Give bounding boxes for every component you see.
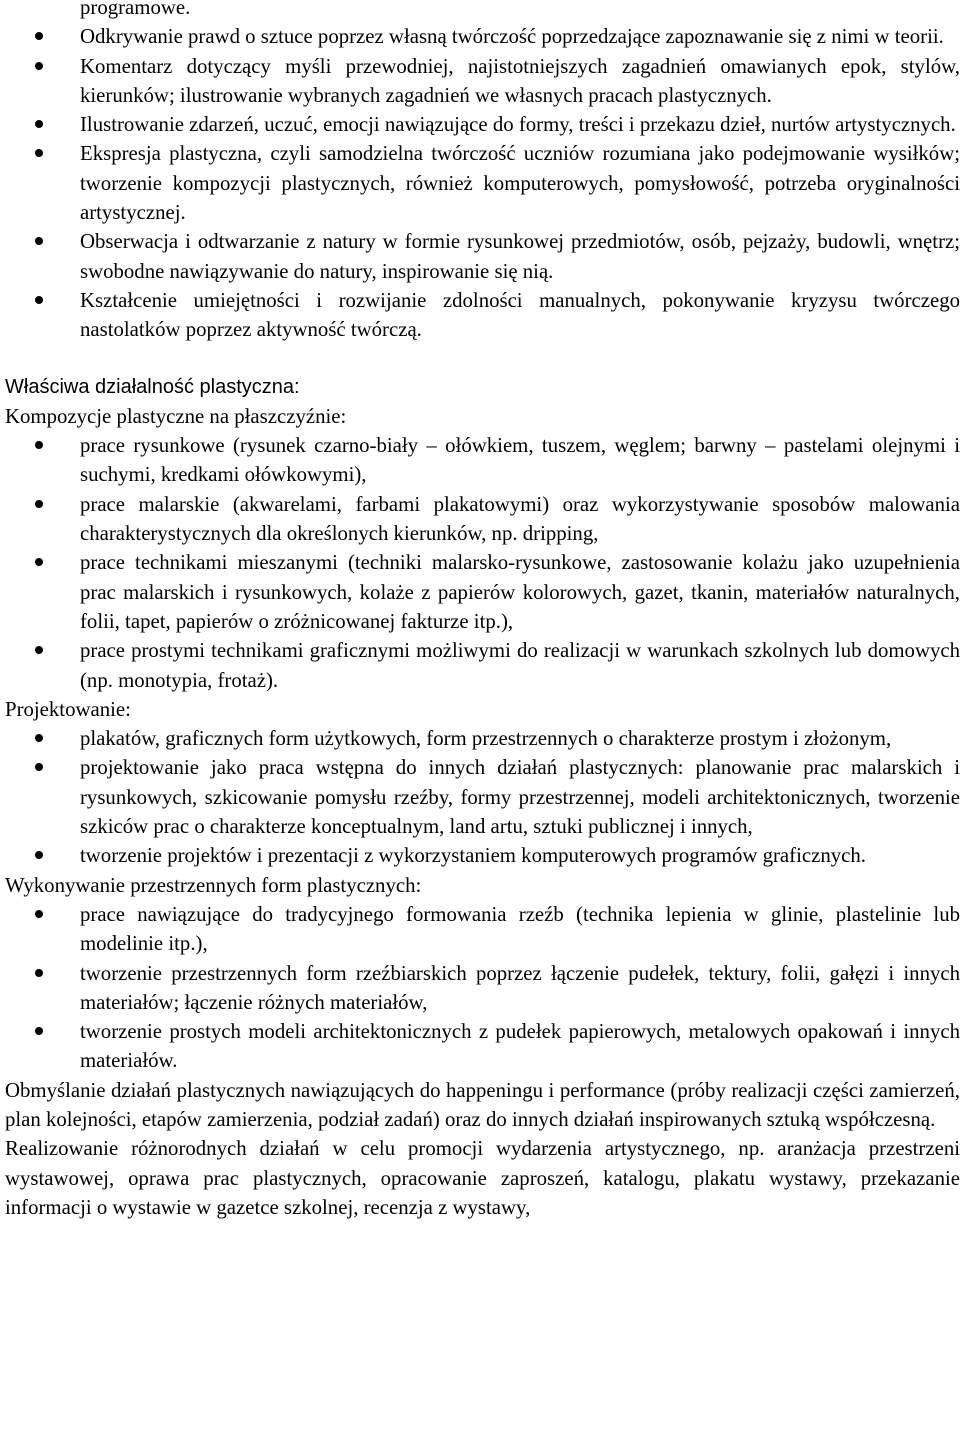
bullet-icon <box>35 763 43 771</box>
bullet-icon <box>35 734 43 742</box>
list-item: Ekspresja plastyczna, czyli samodzielna twórczość uczniów rozumiana jako podejmowanie wysiłków; tworzenie kompozycji plastycznych, również komputerowych, pomysłowość, potrzeba oryginalności artystycznej. <box>5 139 960 227</box>
intro-list <box>5 22 960 344</box>
bullet-icon <box>35 120 43 128</box>
paragraph: Obmyślanie działań plastycznych nawiązujących do happeningu i performance (próby realizacji części zamierzeń, plan kolejności, etapów zamierzenia, podział zadań) oraz do innych działań inspirowanych sztuką współczesną. <box>5 1078 960 1131</box>
bullet-icon <box>35 646 43 654</box>
list-item: tworzenie przestrzennych form rzeźbiarskich poprzez łączenie pudełek, tektury, folii, gałęzi i innych materiałów; łączenie różnych materiałów, <box>5 959 960 1018</box>
list-item: prace technikami mieszanymi (techniki malarsko-rysunkowe, zastosowanie kolażu jako uzupełnienia prac malarskich i rysunkowych, kolaże z papierów kolorowych, gazet, tkanin, materiałów naturalnych, folii, tapet, papierów o zróżnicowanej fakturze itp.), <box>5 548 960 636</box>
list-item: projektowanie jako praca wstępna do innych działań plastycznych: planowanie prac malarskich i rysunkowych, szkicowanie pomysłu rzeźby, formy przestrzennej, modeli architektonicznych, tworzenie szkiców prac o charakterze konceptualnym, land artu, sztuki publicznej i innych, <box>5 753 960 841</box>
design-list <box>5 724 960 870</box>
list-item: Komentarz dotyczący myśli przewodniej, najistotniejszych zagadnień omawianych epok, stylów, kierunków; ilustrowanie wybranych zagadnień we własnych pracach plastycznych. <box>5 52 960 111</box>
bullet-icon <box>35 149 43 157</box>
list-item: prace malarskie (akwarelami, farbami plakatowymi) oraz wykorzystywanie sposobów malowania charakterystycznych dla określonych kierunków, np. dripping, <box>5 490 960 549</box>
subsection-title: Wykonywanie przestrzennych form plastycznych: <box>5 873 422 897</box>
list-item: Kształcenie umiejętności i rozwijanie zdolności manualnych, pokonywanie kryzysu twórczego nastolatków poprzez aktywność twórczą. <box>5 286 960 345</box>
document-page <box>5 0 960 1222</box>
list-item: tworzenie prostych modeli architektonicznych z pudełek papierowych, metalowych opakowań i innych materiałów. <box>5 1017 960 1076</box>
bullet-icon <box>35 296 43 304</box>
list-item: prace prostymi technikami graficznymi możliwymi do realizacji w warunkach szkolnych lub domowych (np. monotypia, frotaż). <box>5 636 960 695</box>
list-item: tworzenie projektów i prezentacji z wykorzystaniem komputerowych programów graficznych. <box>5 841 960 870</box>
list-item: Obserwacja i odtwarzanie z natury w formie rysunkowej przedmiotów, osób, pejzaży, budowli, wnętrz; swobodne nawiązywanie do natury, inspirowanie się nią. <box>5 227 960 286</box>
bullet-icon <box>35 558 43 566</box>
list-item: prace rysunkowe (rysunek czarno-biały – ołówkiem, tuszem, węglem; barwny – pastelami olejnymi i suchymi, kredkami ołówkowymi), <box>5 431 960 490</box>
spatial-forms-list <box>5 900 960 1076</box>
list-item: plakatów, graficznych form użytkowych, form przestrzennych o charakterze prostym i złożonym, <box>5 724 960 753</box>
list-item: Ilustrowanie zdarzeń, uczuć, emocji nawiązujące do formy, treści i przekazu dzieł, nurtów artystycznych. <box>5 110 960 139</box>
bullet-icon <box>35 62 43 70</box>
list-item: prace nawiązujące do tradycyjnego formowania rzeźb (technika lepienia w glinie, plastelinie lub modelinie itp.), <box>5 900 960 959</box>
composition-list <box>5 431 960 695</box>
bullet-icon <box>35 969 43 977</box>
bullet-icon <box>35 237 43 245</box>
section-heading: Właściwa działalność plastyczna: <box>5 375 300 398</box>
bullet-icon <box>35 500 43 508</box>
continuation-text: programowe. <box>80 0 191 19</box>
bullet-icon <box>35 441 43 449</box>
list-item: Odkrywanie prawd o sztuce poprzez własną twórczość poprzedzające zapoznawanie się z nimi w teorii. <box>5 22 960 51</box>
bullet-icon <box>35 851 43 859</box>
bullet-icon <box>35 910 43 918</box>
bullet-icon <box>35 1027 43 1035</box>
bullet-icon <box>35 32 43 40</box>
paragraph: Realizowanie różnorodnych działań w celu promocji wydarzenia artystycznego, np. aranżacja przestrzeni wystawowej, oprawa prac plastycznych, opracowanie zaproszeń, katalogu, plakatu wystawy, przekazanie informacji o wystawie w gazetce szkolnej, recenzja z wystawy, <box>5 1137 960 1219</box>
subsection-title: Projektowanie: <box>5 697 131 721</box>
subsection-title: Kompozycje plastyczne na płaszczyźnie: <box>5 404 347 428</box>
